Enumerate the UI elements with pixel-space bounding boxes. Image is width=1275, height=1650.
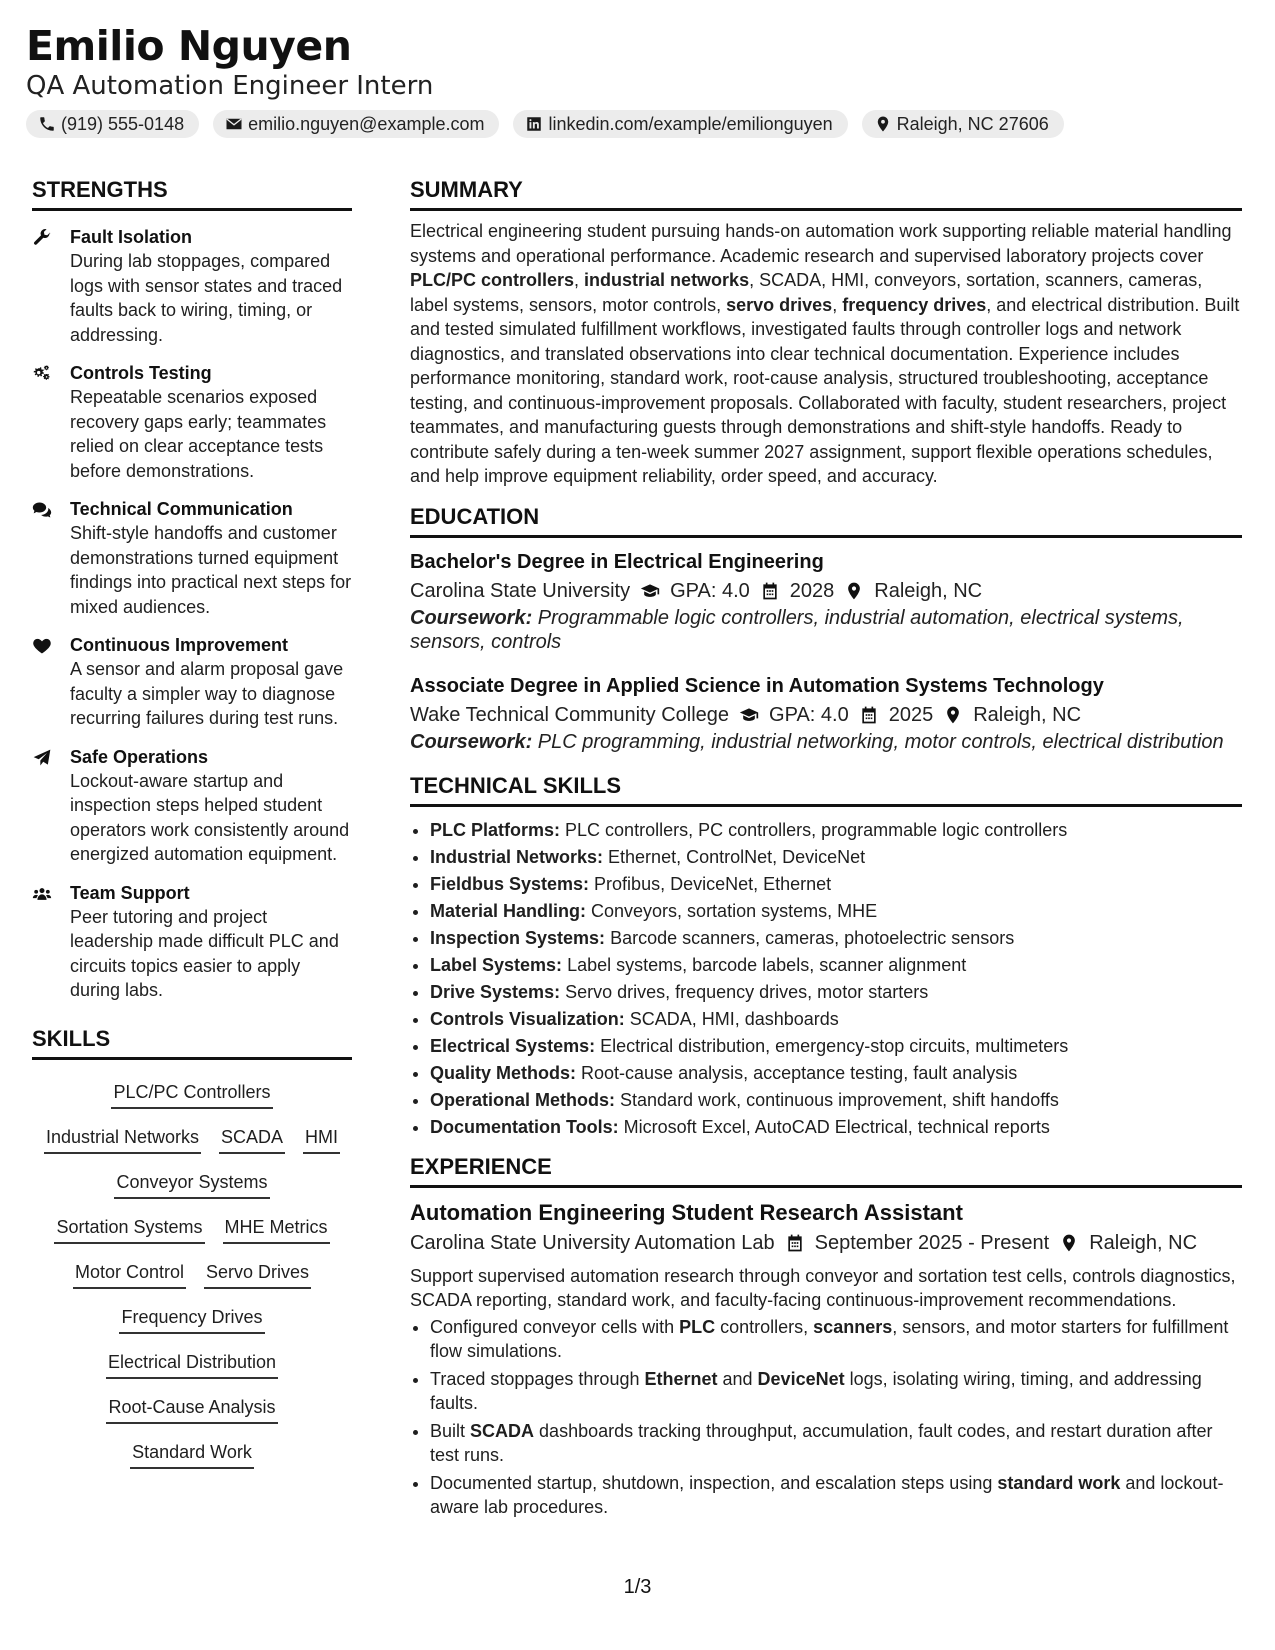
list-item: • Controls Visualization: SCADA, HMI, dashboards	[430, 1006, 1242, 1033]
phone-icon	[38, 115, 56, 133]
strength-desc: Peer tutoring and project leadership made difficult PLC and circuits topics easier to apply during labs.	[70, 906, 339, 1000]
list-item: • Electrical Systems: Electrical distribution, emergency-stop circuits, multimeters	[430, 1033, 1242, 1060]
skill-tag: MHE Metrics	[223, 1215, 330, 1244]
grad-year: 2028	[789, 579, 835, 602]
skill-tag: Sortation Systems	[54, 1215, 204, 1244]
education-entry	[410, 548, 1242, 654]
phone-chip[interactable]	[26, 110, 199, 138]
education-entry	[410, 672, 1242, 754]
envelope-icon	[225, 115, 243, 133]
map-pin-icon	[943, 705, 963, 725]
list-item: • Configured conveyor cells with PLC controllers, scanners, sensors, and motor starters for fulfillment flow simulations.	[430, 1315, 1242, 1364]
graduation-cap-icon	[640, 581, 660, 601]
education-meta	[410, 576, 1242, 606]
list-item: • Documented startup, shutdown, inspection, and escalation steps using standard work and lockout-aware lab procedures.	[430, 1471, 1242, 1520]
job-bullets	[410, 1315, 1242, 1520]
page-number: 1/3	[623, 1576, 652, 1598]
strength-title: Controls Testing	[70, 363, 212, 383]
grad-year: 2025	[888, 703, 934, 726]
job-dates: September 2025 - Present	[814, 1231, 1050, 1254]
skill-tag: Motor Control	[73, 1260, 186, 1289]
school-location: Raleigh, NC	[874, 579, 983, 602]
summary-text: Electrical engineering student pursuing hands-on automation work supporting reliable material handling systems and operational performance. Academic research and supervised laboratory projects cover PLC/PC controllers, industrial networks, SCADA, HMI, conveyors, sortation, scanners, cameras, label systems, sensors, motor controls, servo drives, frequency drives, and electrical distribution. Built and tested simulated fulfillment workflows, investigated faults through controller logs and network diagnostics, and translated observations into clear technical documentation. Experience includes performance monitoring, standard work, root-cause analysis, structured troubleshooting, acceptance testing, and continuous-improvement proposals. Collaborated with faculty, student researchers, project teammates, and manufacturing guests through demonstrations and shift-style handoffs. Ready to contribute safely during a ten-week summer 2027 assignment, support flexible operations schedules, and help improve equipment reliability, order speed, and accuracy.	[410, 221, 1240, 486]
strength-item	[32, 361, 352, 483]
location-text: Raleigh, NC 27606	[896, 113, 1049, 134]
email-chip[interactable]	[213, 110, 499, 138]
phone-text: (919) 555-0148	[61, 113, 185, 134]
linkedin-icon	[525, 115, 543, 133]
job-location: Raleigh, NC	[1089, 1231, 1198, 1254]
job-description: Support supervised automation research through conveyor and sortation test cells, controls diagnostics, SCADA reporting, standard work, and faculty-facing continuous-improvement recommendations.	[410, 1265, 1236, 1310]
map-pin-icon	[844, 581, 864, 601]
education-heading: EDUCATION	[410, 503, 1242, 538]
list-item: • Documentation Tools: Microsoft Excel, AutoCAD Electrical, technical reports	[430, 1114, 1242, 1141]
list-item: • Operational Methods: Standard work, continuous improvement, shift handoffs	[430, 1087, 1242, 1114]
calendar-icon	[859, 705, 879, 725]
graduation-cap-icon	[739, 705, 759, 725]
skill-tag: Standard Work	[130, 1440, 254, 1469]
gears-icon	[32, 364, 52, 384]
skill-tag: Servo Drives	[204, 1260, 311, 1289]
strength-title: Team Support	[70, 882, 190, 903]
strength-item	[32, 881, 352, 1003]
linkedin-chip[interactable]	[513, 110, 847, 138]
strength-desc: Repeatable scenarios exposed recovery gaps early; teammates relied on clear acceptance tests before demonstrations.	[70, 387, 327, 481]
list-item: • Traced stoppages through Ethernet and DeviceNet logs, isolating wiring, timing, and addressing faults.	[430, 1367, 1242, 1416]
skill-tag: HMI	[303, 1125, 340, 1154]
skill-tag: PLC/PC Controllers	[111, 1080, 272, 1109]
list-item: • PLC Platforms: PLC controllers, PC controllers, programmable logic controllers	[430, 817, 1242, 844]
paper-plane-icon	[32, 748, 52, 768]
strength-item	[32, 745, 352, 867]
education-meta	[410, 700, 1242, 730]
resume-header	[26, 22, 1064, 138]
strength-item	[32, 497, 352, 619]
skill-tag: Conveyor Systems	[114, 1170, 269, 1199]
wrench-icon	[32, 228, 52, 248]
list-item: • Fieldbus Systems: Profibus, DeviceNet, Ethernet	[430, 871, 1242, 898]
strength-item	[32, 225, 352, 347]
skills-heading: SKILLS	[32, 1025, 352, 1060]
list-item: • Industrial Networks: Ethernet, ControlNet, DeviceNet	[430, 844, 1242, 871]
list-item: • Drive Systems: Servo drives, frequency drives, motor starters	[430, 979, 1242, 1006]
school-location: Raleigh, NC	[973, 703, 1082, 726]
job-meta	[410, 1228, 1242, 1258]
degree-title: Bachelor's Degree in Electrical Engineering	[410, 550, 824, 573]
list-item: • Material Handling: Conveyors, sortation systems, MHE	[430, 898, 1242, 925]
school-name: Wake Technical Community College	[410, 703, 730, 726]
email-text: emilio.nguyen@example.com	[248, 113, 485, 134]
employer: Carolina State University Automation Lab	[410, 1231, 775, 1254]
candidate-role: QA Automation Engineer Intern	[26, 71, 434, 101]
strength-title: Technical Communication	[70, 499, 293, 519]
list-item: • Built SCADA dashboards tracking throughput, accumulation, fault codes, and restart duration after test runs.	[430, 1419, 1242, 1468]
skill-tag: Frequency Drives	[119, 1305, 264, 1334]
school-name: Carolina State University	[410, 579, 631, 602]
strengths-heading: STRENGTHS	[32, 176, 352, 211]
strength-item	[32, 633, 352, 731]
location-chip	[862, 110, 1064, 138]
degree-title: Associate Degree in Applied Science in Automation Systems Technology	[410, 674, 1104, 697]
skill-tag: Root-Cause Analysis	[106, 1395, 277, 1424]
skill-tag: Industrial Networks	[44, 1125, 201, 1154]
list-item: • Inspection Systems: Barcode scanners, cameras, photoelectric sensors	[430, 925, 1242, 952]
strength-desc: A sensor and alarm proposal gave faculty a simpler way to diagnose recurring failures during test runs.	[70, 659, 344, 728]
calendar-icon	[760, 581, 780, 601]
calendar-icon	[785, 1233, 805, 1253]
strength-desc: Shift-style handoffs and customer demonstrations turned equipment findings into practical next steps for mixed audiences.	[70, 523, 352, 617]
skill-tag: SCADA	[219, 1125, 285, 1154]
map-pin-icon	[874, 115, 892, 133]
coursework: Coursework: Programmable logic controllers, industrial automation, electrical systems, sensors, controls	[410, 606, 1184, 653]
gpa: GPA: 4.0	[769, 703, 849, 726]
strength-title: Continuous Improvement	[70, 635, 289, 655]
technical-skills-heading: TECHNICAL SKILLS	[410, 772, 1242, 807]
summary-heading: SUMMARY	[410, 176, 1242, 211]
heart-icon	[32, 636, 52, 656]
left-column	[32, 176, 352, 1477]
contact-chips	[26, 110, 1064, 138]
strength-desc: Lockout-aware startup and inspection steps helped student operators work consistently around energized automation equipment.	[70, 770, 350, 864]
job-title: Automation Engineering Student Research Assistant	[410, 1199, 963, 1225]
strength-desc: During lab stoppages, compared logs with sensor states and traced faults back to wiring, timing, or addressing.	[70, 251, 343, 345]
list-item: • Label Systems: Label systems, barcode labels, scanner alignment	[430, 952, 1242, 979]
skill-tag: Electrical Distribution	[106, 1350, 278, 1379]
strength-title: Fault Isolation	[70, 227, 193, 247]
coursework: Coursework: PLC programming, industrial networking, motor controls, electrical distribution	[410, 730, 1224, 753]
users-icon	[32, 884, 52, 904]
technical-skills-list	[410, 817, 1242, 1141]
right-column	[410, 176, 1242, 1523]
experience-heading: EXPERIENCE	[410, 1153, 1242, 1188]
skills-tags	[32, 1072, 352, 1477]
gpa: GPA: 4.0	[670, 579, 750, 602]
candidate-name: Emilio Nguyen	[26, 22, 352, 70]
strength-title: Safe Operations	[70, 746, 209, 767]
list-item: • Quality Methods: Root-cause analysis, acceptance testing, fault analysis	[430, 1060, 1242, 1087]
linkedin-text: linkedin.com/example/emilionguyen	[548, 113, 833, 134]
comments-icon	[32, 500, 52, 520]
map-pin-icon	[1059, 1233, 1079, 1253]
